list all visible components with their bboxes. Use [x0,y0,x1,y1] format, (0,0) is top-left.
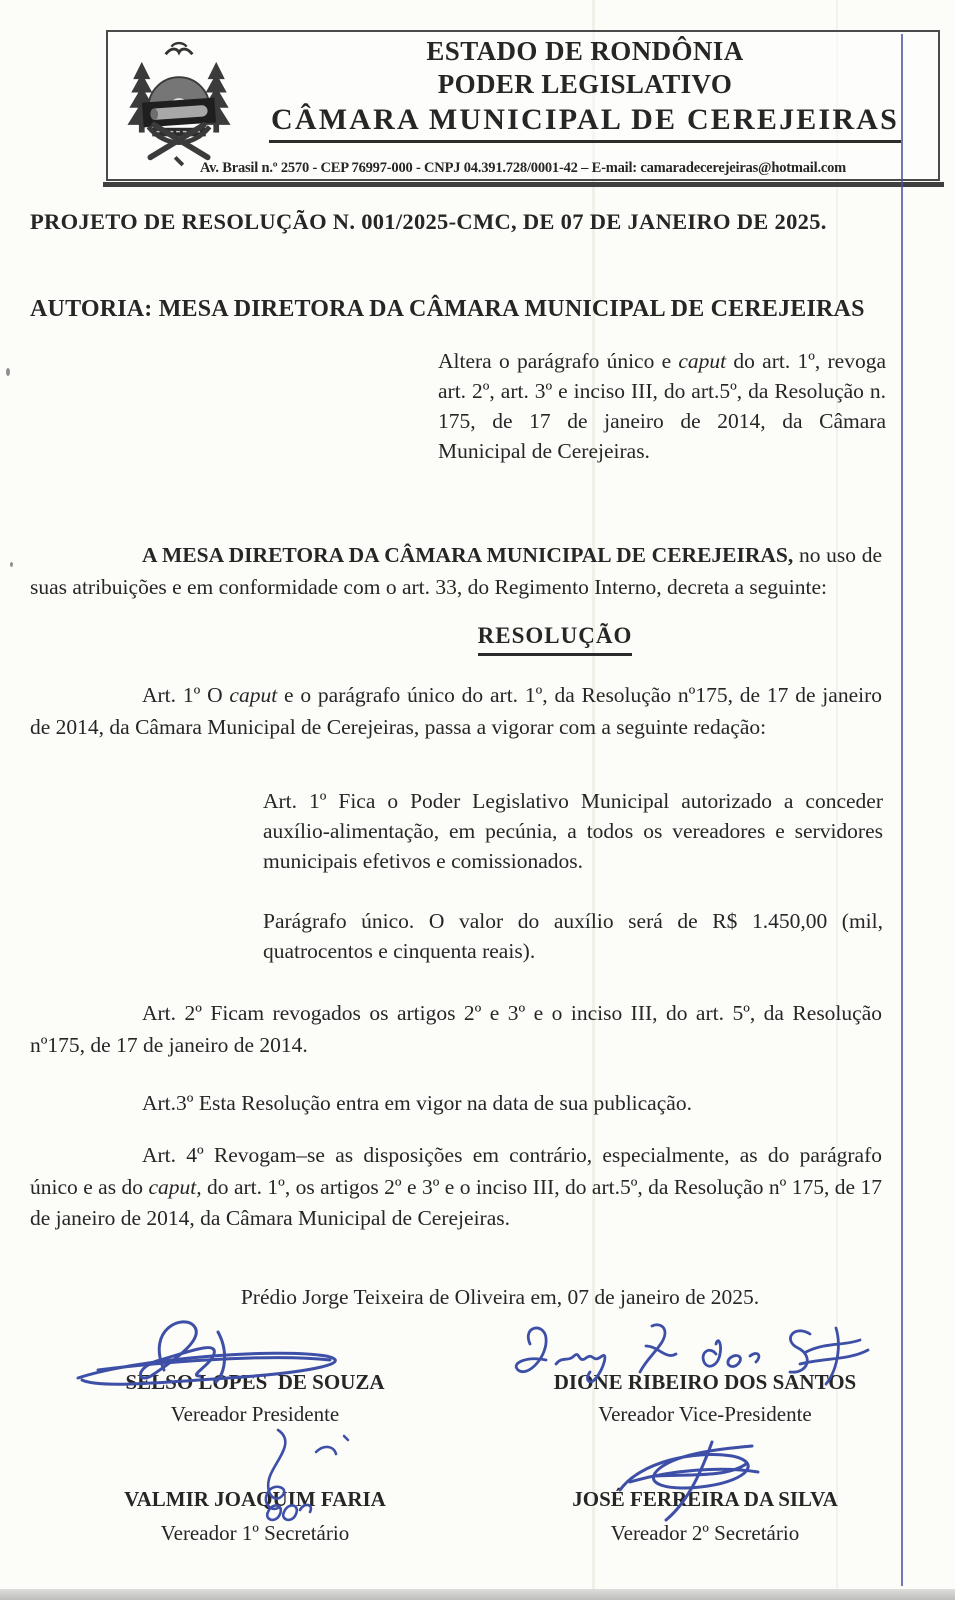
art1-caput-italic: caput [229,683,278,707]
ementa-paragraph [438,346,886,466]
letterhead-box [106,30,940,181]
article-3-paragraph: Art.3º Esta Resolução entra em vigor na data de sua publicação. [142,1091,692,1115]
ementa-text: Altera o parágrafo único e [438,349,679,373]
signature-ink-jose [596,1424,776,1524]
municipal-coat-of-arms-icon [116,36,242,168]
signature-ink-dione [500,1316,878,1400]
branch-name: PODER LEGISLATIVO [437,69,733,99]
ementa-text: do art. 1º, revoga art. 2º, art. 3º e inciso III, do art.5º, da Resolução n. 175, de 17 de janeiro de 2014, da Câmara Municipal de Cerejeiras. [438,349,887,463]
signatory-role: Vereador Presidente [170,1402,340,1426]
signatory-role: Vereador Vice-Presidente [598,1402,812,1426]
article-4-paragraph: Art. 4º Revogam–se as disposições em contrário, especialmente, as do parágrafo único e as do caput, do art. 1º, os artigos 2º e 3º e o inciso III, do art.5º, da Resolução nº 175, de 17 de janeiro de 2014, da Câmara Municipal de Cerejeiras. [30,1143,883,1230]
letterhead-address: Av. Brasil n.º 2570 - CEP 76997-000 - CNPJ 04.391.728/0001-42 – E-mail: camaradecerejeiras@hotmail.com [199,160,847,176]
scan-speck [6,368,10,376]
state-name: ESTADO DE RONDÔNIA [426,36,744,66]
ementa-caput-italic: caput [678,349,727,373]
signatory-name: DIONE RIBEIRO DOS SANTOS [553,1370,857,1394]
signatory-name: JOSÉ FERREIRA DA SILVA [572,1487,838,1511]
signature-ink-valmir [212,1424,362,1532]
signatory-name: SELSO LOPES DE SOUZA [125,1370,385,1394]
authorship-line: AUTORIA: MESA DIRETORA DA CÂMARA MUNICIPAL DE CEREJEIRAS [30,296,865,322]
preamble-bold-lead: A MESA DIRETORA DA CÂMARA MUNICIPAL DE CEREJEIRAS, [142,543,794,567]
signatory-role: Vereador 2º Secretário [610,1521,800,1545]
preamble-paragraph [30,540,882,603]
signatory-role: Vereador 1º Secretário [160,1521,350,1545]
article-2-paragraph: Art. 2º Ficam revogados os artigos 2º e 3º e o inciso III, do art. 5º, da Resolução nº175, de 17 de janeiro de 2014. [30,1001,882,1057]
quoted-article-1: Art. 1º Fica o Poder Legislativo Municipal autorizado a conceder auxílio-alimentação, em pecúnia, a todos os vereadores e servidores municipais efetivos e comissionados. [263,789,883,873]
scan-bottom-edge [0,1589,955,1600]
quoted-sole-paragraph: Parágrafo único. O valor do auxílio será de R$ 1.450,00 (mil, quatrocentos e cinquenta reais). [263,909,883,963]
margin-rule-line [901,34,903,1586]
letterhead-divider [103,182,944,187]
resolution-heading: RESOLUÇÃO [205,620,905,656]
signature-ink-selso [68,1310,368,1396]
preamble-text: no uso de suas atribuições e em conformidade com o art. 33, do Regimento Interno, decreta a seguinte: [30,543,882,599]
scan-speck [10,562,13,567]
article-1-paragraph: Art. 1º O caput e o parágrafo único do art. 1º, da Resolução nº175, de 17 de janeiro de 2014, da Câmara Municipal de Cerejeiras, passa a vigorar com a seguinte redação: [30,683,882,739]
dateline: Prédio Jorge Teixeira de Oliveira em, 07 de janeiro de 2025. [240,1285,760,1309]
document-title: PROJETO DE RESOLUÇÃO N. 001/2025-CMC, DE 07 DE JANEIRO DE 2025. [30,209,827,234]
signatory-name: VALMIR JOAQUIM FARIA [124,1487,386,1511]
chamber-name: CÂMARA MUNICIPAL DE CEREJEIRAS [269,101,901,143]
art4-caput-italic: caput, [148,1174,202,1199]
